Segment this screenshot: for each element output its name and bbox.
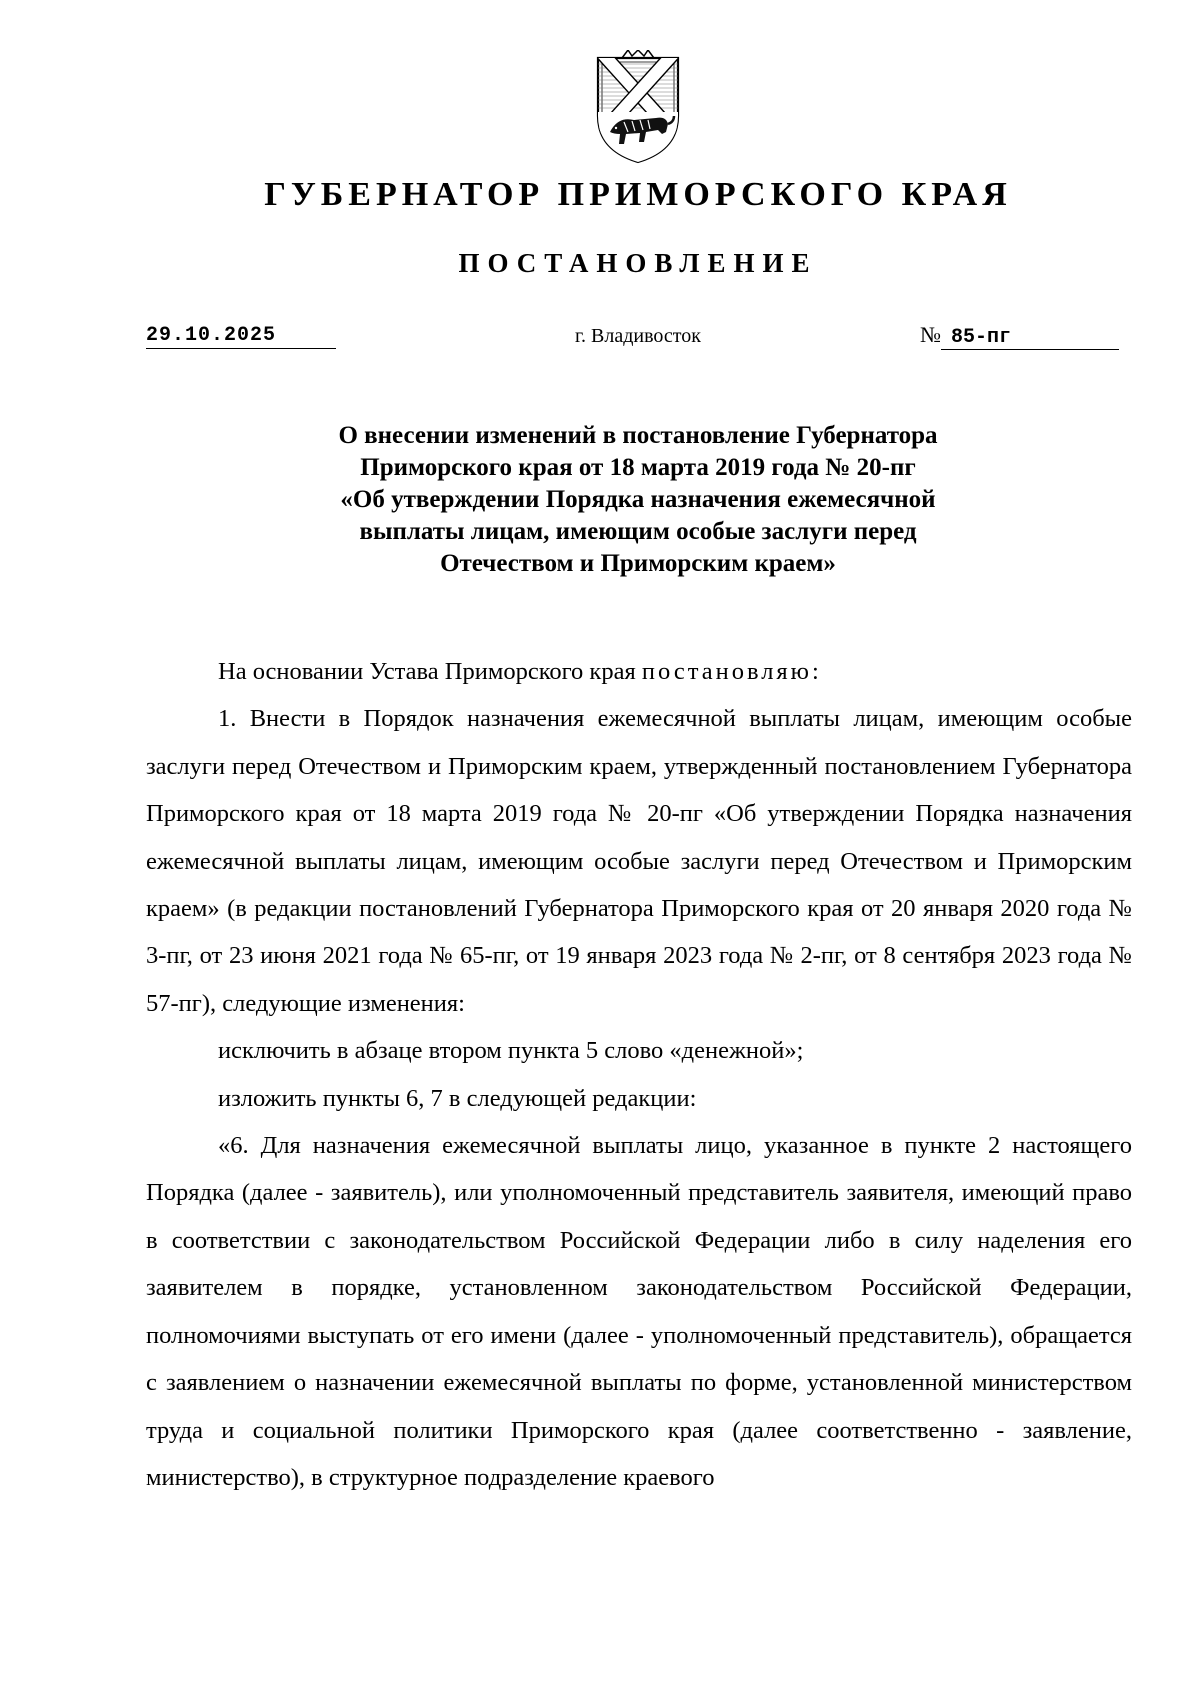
paragraph-1: 1. Внести в Порядок назначения ежемесячной выплаты лицам, имеющим особые заслуги перед Отечеством и Приморским краем, утвержденный постановлением Губернатора Приморского края от 18 марта 2019 года № 20-пг «Об утверждении Порядка назначения ежемесячной выплаты лицам, имеющим особые заслуги перед Отечеством и Приморским краем» (в редакции постановлений Губернатора Приморского края от 20 января 2020 года № 3-пг, от 23 июня 2021 года № 65-пг, от 19 января 2023 года № 2-пг, от 8 сентября 2023 года № 57-пг), следующие изменения: — [146, 705, 1132, 1017]
paragraph-3: изложить пункты 6, 7 в следующей редакции: — [218, 1084, 697, 1112]
document-subject — [280, 420, 996, 580]
subject-line: О внесении изменений в постановление Губернатора — [338, 422, 938, 449]
coat-of-arms-icon — [588, 50, 688, 168]
document-body — [146, 648, 1132, 1501]
document-city: г. Владивосток — [575, 325, 701, 347]
intro-text: На основании Устава Приморского края — [218, 658, 642, 685]
intro-paragraph — [146, 648, 1132, 695]
document-type: ПОСТАНОВЛЕНИЕ — [458, 248, 818, 278]
paragraph-2: исключить в абзаце втором пункта 5 слово «денежной»; — [218, 1037, 804, 1065]
number-value: 85-пг — [941, 326, 1119, 350]
paragraph-4: «6. Для назначения ежемесячной выплаты лицо, указанное в пункте 2 настоящего Порядка (далее - заявитель), или уполномоченный представитель заявителя, имеющий право в соответствии с законодательством Российской Федерации либо в силу наделения его заявителем в порядке, установленном законодательством Российской Федерации, полномочиями выступать от его имени (далее - уполномоченный представитель), обращается с заявлением о назначении ежемесячной выплаты по форме, установленной министерством труда и социальной политики Приморского края (далее соответственно - заявление, министерство), в структурное подразделение краевого — [146, 1132, 1132, 1491]
subject-line: выплаты лицам, имеющим особые заслуги перед — [359, 518, 917, 545]
document-number — [920, 322, 1132, 350]
subject-line: «Об утверждении Порядка назначения ежемесячной — [340, 486, 936, 513]
subject-line: Отечеством и Приморским краем» — [440, 550, 836, 577]
number-label: № — [920, 322, 941, 347]
subject-line: Приморского края от 18 марта 2019 года № 20-пг — [360, 454, 916, 481]
issuing-authority: ГУБЕРНАТОР ПРИМОРСКОГО КРАЯ — [264, 176, 1012, 213]
document-date: 29.10.2025 — [146, 324, 336, 349]
resolve-word: постановляю: — [641, 658, 822, 685]
